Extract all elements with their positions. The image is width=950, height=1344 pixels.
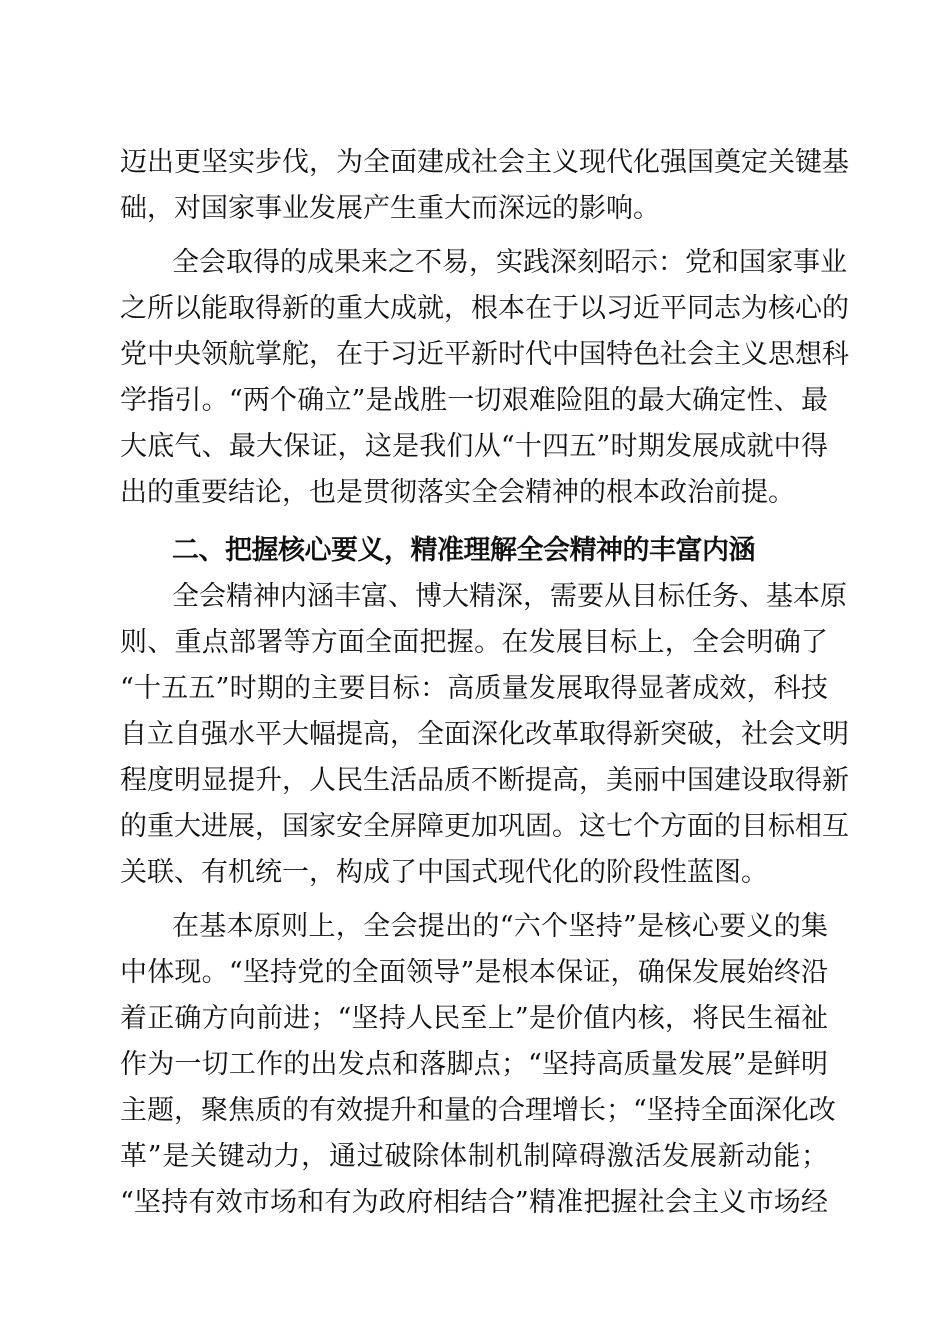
- paragraph-principles: [120, 904, 836, 1226]
- text-line: 则、重点部署等方面全面把握。在发展目标上，全会明确了: [120, 627, 828, 658]
- text-line: “坚持有效市场和有为政府相结合”精准把握社会主义市场经: [120, 1187, 828, 1218]
- paragraph-continuation: [120, 140, 849, 232]
- text-line: 的重大进展，国家安全屏障更加巩固。这七个方面的目标相互: [120, 811, 849, 842]
- text-line: 作为一切工作的出发点和落脚点；“坚持高质量发展”是鲜明: [120, 1049, 828, 1080]
- text-line: 关联、有机统一，构成了中国式现代化的阶段性蓝图。: [120, 857, 768, 888]
- text-line: 全会精神内涵丰富、博大精深，需要从目标任务、基本原: [172, 581, 847, 612]
- text-line: 着正确方向前进；“坚持人民至上”是价值内核，将民生福祉: [120, 1003, 828, 1034]
- paragraph-goals: [120, 574, 849, 896]
- text-line: 全会取得的成果来之不易，实践深刻昭示：党和国家事业: [172, 247, 847, 278]
- text-line: 出的重要结论，也是贯彻落实全会精神的根本政治前提。: [120, 477, 795, 508]
- text-line: 学指引。“两个确立”是战胜一切艰难险阻的最大确定性、最: [120, 385, 828, 416]
- text-line: 程度明显提升，人民生活品质不断提高，美丽中国建设取得新: [120, 765, 849, 796]
- text-line: 自立自强水平大幅提高，全面深化改革取得新突破，社会文明: [120, 719, 849, 750]
- text-line: 之所以能取得新的重大成就，根本在于以习近平同志为核心的: [120, 293, 849, 324]
- text-line: 中体现。“坚持党的全面领导”是根本保证，确保发展始终沿: [120, 957, 828, 988]
- document-page: [120, 140, 849, 1234]
- text-line: 迈出更坚实步伐，为全面建成社会主义现代化强国奠定关键基: [120, 147, 849, 178]
- text-line: 在基本原则上，全会提出的“六个坚持”是核心要义的集: [172, 911, 828, 942]
- text-line: 础，对国家事业发展产生重大而深远的影响。: [120, 193, 660, 224]
- text-line: 革”是关键动力，通过破除体制机制障碍激活发展新动能；: [120, 1141, 828, 1172]
- text-line: 大底气、最大保证，这是我们从“十四五”时期发展成就中得: [120, 431, 828, 462]
- section-heading: 二、把握核心要义，精准理解全会精神的丰富内涵: [172, 535, 755, 566]
- text-line: “十五五”时期的主要目标：高质量发展取得显著成效，科技: [120, 673, 828, 704]
- text-line: 党中央领航掌舵，在于习近平新时代中国特色社会主义思想科: [120, 339, 849, 370]
- text-line: 主题，聚焦质的有效提升和量的合理增长；“坚持全面深化改: [120, 1095, 836, 1126]
- paragraph-achievements: [120, 240, 849, 516]
